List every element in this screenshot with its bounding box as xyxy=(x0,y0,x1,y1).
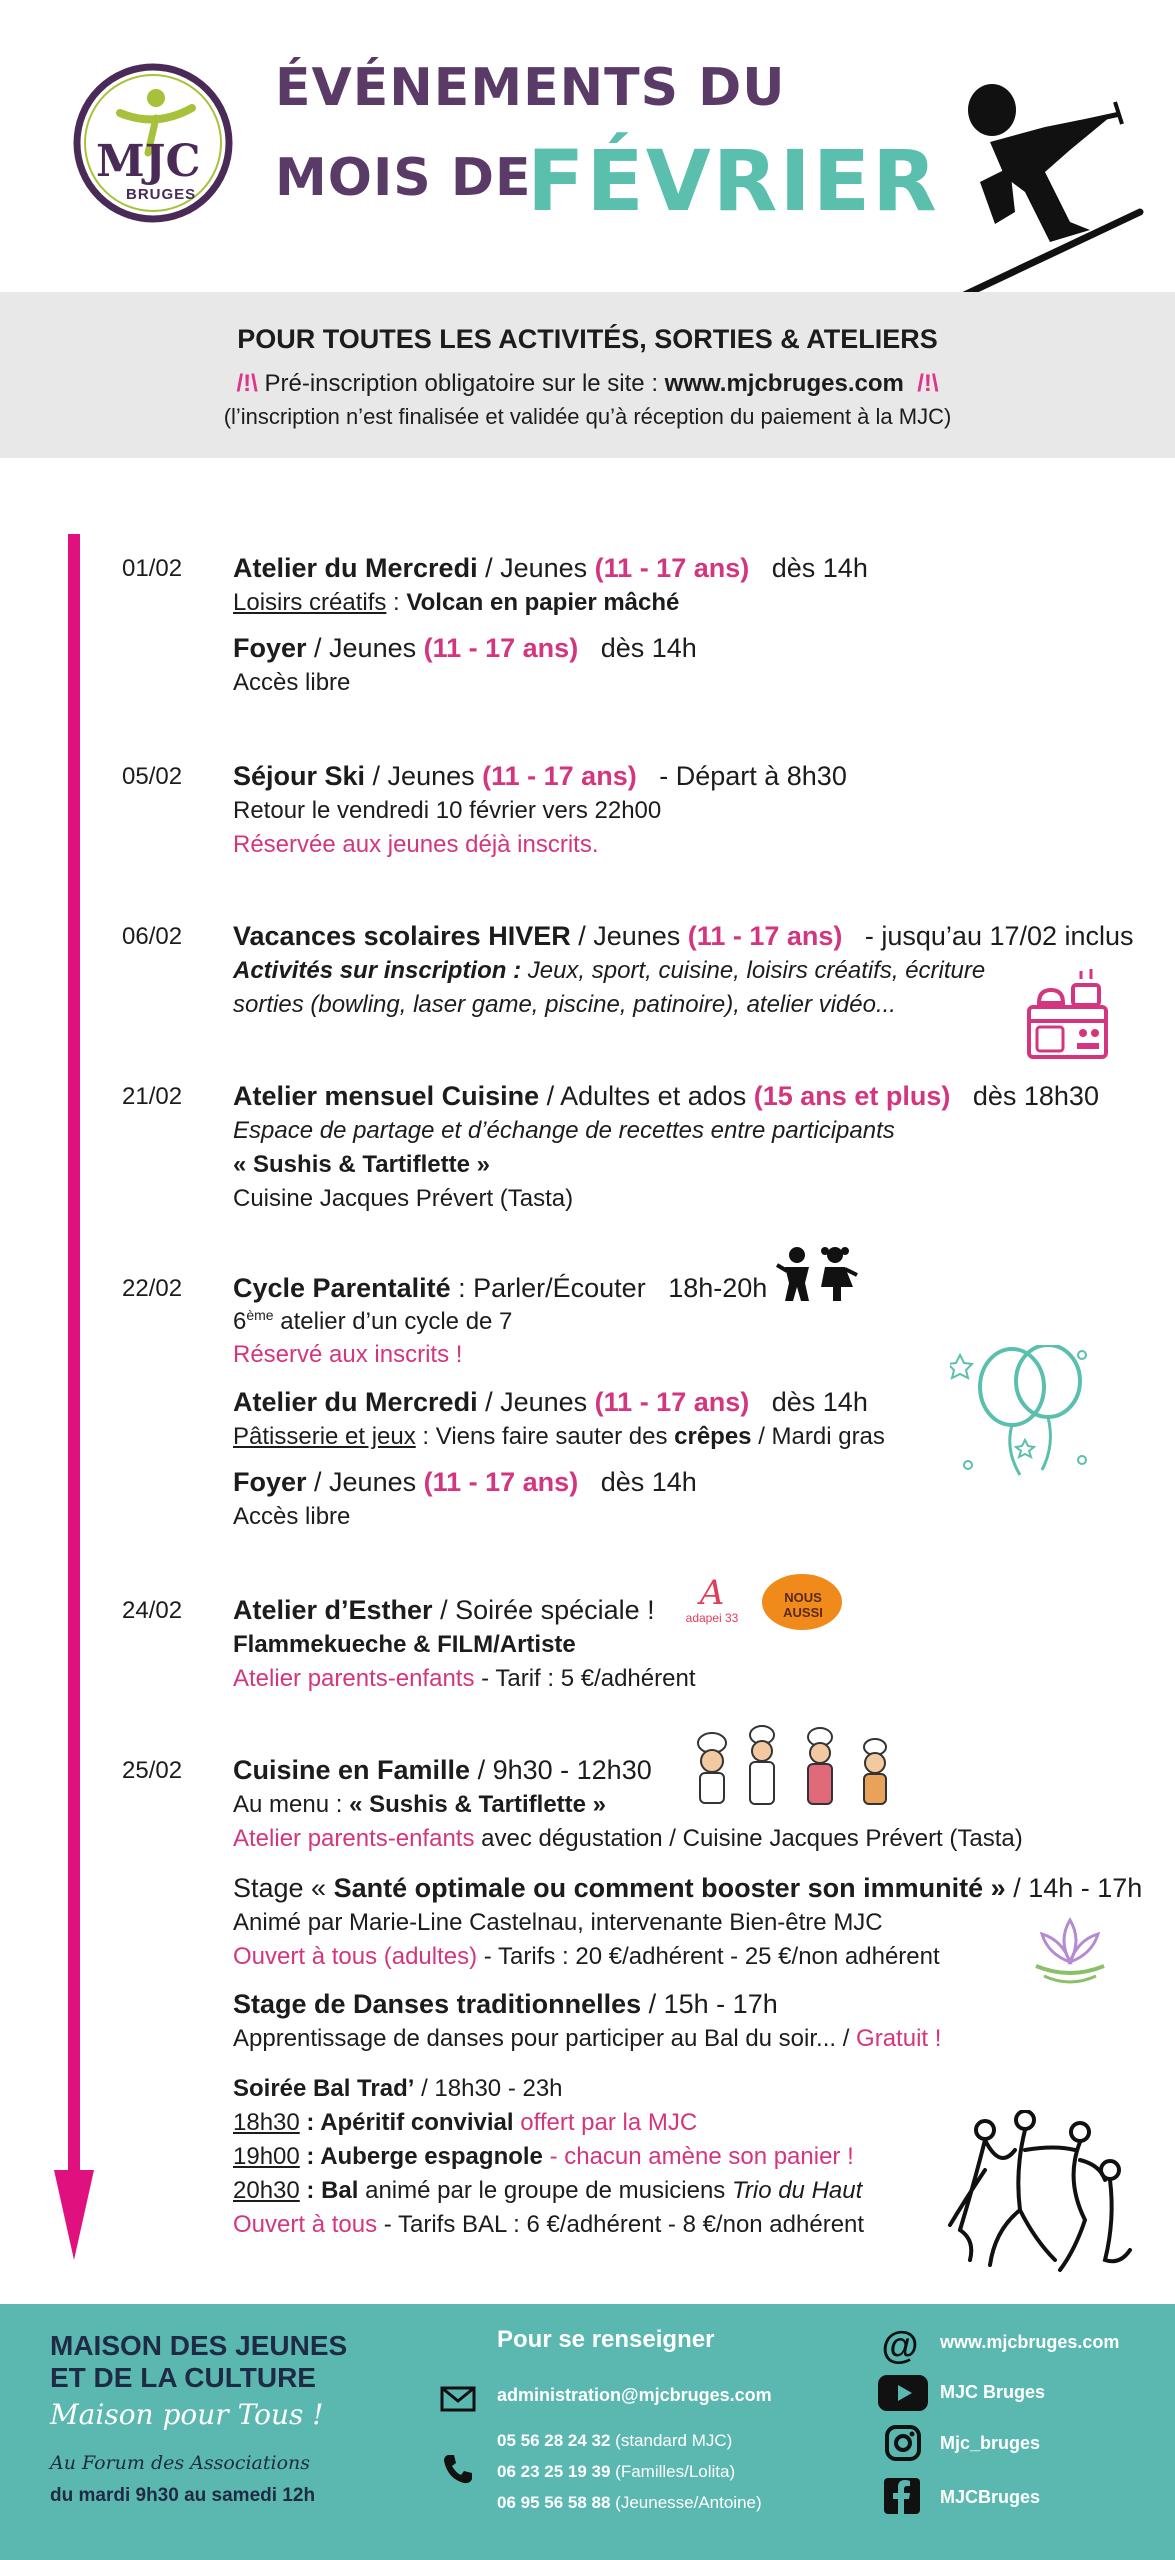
event-detail: Retour le vendredi 10 février vers 22h00 xyxy=(233,797,662,824)
event-separator: : xyxy=(386,589,407,616)
event-detail: Espace de partage et d’échange de recettes entre participants xyxy=(233,1117,895,1144)
event-note: Réservée aux jeunes déjà inscrits. xyxy=(233,831,599,858)
timeline-arrow-icon xyxy=(54,2170,94,2260)
event-title-line xyxy=(233,1873,1142,1904)
page-title-line1: ÉVÉNEMENTS DU xyxy=(275,58,786,118)
event-time: / 9h30 - 12h30 xyxy=(470,1755,652,1785)
event-detail xyxy=(233,1665,695,1693)
event-category: Loisirs créatifs xyxy=(233,589,387,616)
adapei-logo-icon: A xyxy=(699,1573,725,1613)
event-detail-bold: Activités sur inscription : xyxy=(233,957,522,984)
event-menu: « Sushis & Tartiflette » xyxy=(233,1151,490,1178)
event-age: (11 - 17 ans) xyxy=(423,633,579,663)
event-date: 25/02 xyxy=(122,1757,183,1784)
event-price: - Tarif : 5 €/adhérent xyxy=(474,1665,696,1692)
site-link[interactable]: www.mjcbruges.com xyxy=(664,370,904,397)
event-title: Cycle Parentalité xyxy=(233,1273,451,1303)
event-note: - chacun amène son panier ! xyxy=(542,2143,854,2170)
footer-org-line1: MAISON DES JEUNES xyxy=(50,2330,348,2361)
event-title: Atelier du Mercredi xyxy=(233,553,478,583)
event-title: Foyer xyxy=(233,1467,307,1497)
nous-aussi-logo xyxy=(760,1572,845,1632)
logo-subtext: BRUGES xyxy=(126,186,197,203)
event-detail-number: 6 xyxy=(233,1308,247,1335)
event-detail: Accès libre xyxy=(233,669,351,696)
chefs-icon xyxy=(690,1725,900,1815)
at-icon: @ xyxy=(881,2325,919,2367)
event-title: Santé optimale ou comment booster son immunité » xyxy=(333,1873,1006,1903)
footer-forum: Au Forum des Associations xyxy=(50,2452,310,2474)
warning-icon: /!\ xyxy=(917,370,939,397)
instagram-link[interactable]: Mjc_bruges xyxy=(940,2433,1041,2453)
event-detail xyxy=(233,589,679,617)
event-age: (11 - 17 ans) xyxy=(423,1467,579,1497)
event-date: 24/02 xyxy=(122,1597,183,1624)
event-detail: Accès libre xyxy=(233,1503,351,1530)
event-menu: « Sushis & Tartiflette » xyxy=(349,1791,607,1818)
adapei-logo-text: adapei 33 xyxy=(685,1611,739,1625)
event-time: 18h-20h xyxy=(668,1273,768,1303)
event-title: Stage de Danses traditionnelles xyxy=(233,1989,642,2019)
nous-aussi-logo-text: NOUS AUSSI xyxy=(783,1590,823,1620)
event-detail xyxy=(233,2211,864,2239)
event-date: 21/02 xyxy=(122,1083,183,1110)
event-audience: / Jeunes xyxy=(365,761,483,791)
schedule-activity: : Auberge espagnole xyxy=(299,2143,543,2170)
children-icon xyxy=(775,1245,860,1303)
event-title-line xyxy=(233,1595,655,1626)
event-title: Atelier mensuel Cuisine xyxy=(233,1081,540,1111)
page-title-line2: MOIS DE xyxy=(275,148,532,208)
event-title: Vacances scolaires HIVER xyxy=(233,921,571,951)
event-age: (11 - 17 ans) xyxy=(594,553,750,583)
footer-org-line2: ET DE LA CULTURE xyxy=(50,2362,316,2393)
event-note: Atelier parents-enfants xyxy=(233,1825,475,1852)
event-audience: / Jeunes xyxy=(306,633,424,663)
notice-text: Pré-inscription obligatoire sur le site : xyxy=(264,370,658,397)
event-date: 01/02 xyxy=(122,555,183,582)
event-title-line xyxy=(233,2075,563,2103)
skier-illustration xyxy=(950,72,1150,302)
event-audience: / Jeunes xyxy=(570,921,688,951)
event-age: (11 - 17 ans) xyxy=(687,921,843,951)
footer-hours: du mardi 9h30 au samedi 12h xyxy=(50,2485,316,2506)
event-detail-text: animé par le groupe de musiciens xyxy=(358,2177,732,2204)
event-age: (11 - 17 ans) xyxy=(482,761,637,791)
event-location: Cuisine Jacques Prévert (Tasta) xyxy=(233,1185,574,1212)
event-price: - Tarifs : 20 €/adhérent - 25 €/non adhérent xyxy=(477,1943,940,1970)
phone-number: 06 23 25 19 39 xyxy=(497,2462,611,2481)
warning-icon: /!\ xyxy=(236,370,258,397)
event-detail-text: : Viens faire sauter des xyxy=(415,1423,675,1450)
event-time: dès 14h xyxy=(600,1467,697,1497)
event-title: Foyer xyxy=(233,633,307,663)
facebook-link[interactable]: MJCBruges xyxy=(940,2487,1041,2507)
event-detail-text: atelier d’un cycle de 7 xyxy=(273,1308,513,1335)
event-detail xyxy=(233,1825,1023,1853)
event-title: Séjour Ski xyxy=(233,761,366,791)
event-audience: / Adultes et ados xyxy=(539,1081,754,1111)
event-detail-text: Au menu : xyxy=(233,1791,350,1818)
kitchen-icon xyxy=(1025,965,1110,1060)
event-schedule-item xyxy=(233,2143,854,2171)
phone-note: (Jeunesse/Antoine) xyxy=(610,2493,762,2512)
event-note: Réservé aux inscrits ! xyxy=(233,1341,463,1368)
event-title-line xyxy=(233,553,868,584)
page-title-month: FÉVRIER xyxy=(527,132,939,230)
phone-number: 06 95 56 58 88 xyxy=(497,2493,611,2512)
schedule-time: 20h30 xyxy=(233,2177,300,2204)
event-time: / 14h - 17h xyxy=(1005,1873,1143,1903)
event-activity: Volcan en papier mâché xyxy=(406,589,680,616)
event-title-line xyxy=(233,921,1134,952)
event-detail: sorties (bowling, laser game, piscine, patinoire), atelier vidéo... xyxy=(233,991,896,1018)
event-audience: / Jeunes xyxy=(477,1387,595,1417)
skier-icon xyxy=(950,72,1150,302)
event-title-line xyxy=(233,1387,868,1418)
event-detail: Animé par Marie-Line Castelnau, intervenante Bien-être MJC xyxy=(233,1909,883,1936)
event-detail-text: Jeux, sport, cuisine, loisirs créatifs, écriture xyxy=(521,957,986,984)
email-link[interactable]: administration@mjcbruges.com xyxy=(497,2385,772,2405)
event-title-line xyxy=(233,761,847,792)
phone-line[interactable] xyxy=(497,2431,732,2451)
event-detail xyxy=(233,1943,940,1971)
mail-icon xyxy=(440,2386,476,2412)
event-audience: / Jeunes xyxy=(306,1467,424,1497)
schedule-time: 18h30 xyxy=(233,2109,300,2136)
event-time: / 15h - 17h xyxy=(641,1989,778,2019)
event-time: dès 14h xyxy=(771,1387,868,1417)
event-note: Ouvert à tous xyxy=(233,2211,378,2238)
event-title: Cuisine en Famille xyxy=(233,1755,471,1785)
event-time: dès 14h xyxy=(600,633,697,663)
event-time: - jusqu’au 17/02 inclus xyxy=(864,921,1134,951)
event-title-line xyxy=(233,1755,652,1786)
event-detail xyxy=(233,1423,885,1451)
event-time: dès 14h xyxy=(771,553,868,583)
instagram-icon xyxy=(884,2424,922,2462)
event-title-line xyxy=(233,633,697,664)
event-audience: / Jeunes xyxy=(477,553,595,583)
event-subtitle: / Soirée spéciale ! xyxy=(432,1595,655,1625)
footer-org xyxy=(50,2330,347,2394)
event-title: Atelier du Mercredi xyxy=(233,1387,478,1417)
youtube-link[interactable]: MJC Bruges xyxy=(940,2382,1046,2402)
event-detail xyxy=(233,957,985,985)
phone-icon xyxy=(442,2453,474,2485)
event-detail: Flammekueche & FILM/Artiste xyxy=(233,1631,576,1658)
facebook-icon xyxy=(884,2478,920,2514)
event-time: dès 18h30 xyxy=(972,1081,1099,1111)
phone-line[interactable] xyxy=(497,2462,735,2482)
notice-line2: (l’inscription n’est finalisée et validée qu’à réception du paiement à la MJC) xyxy=(223,404,952,429)
schedule-time: 19h00 xyxy=(233,2143,300,2170)
event-title-line xyxy=(233,1467,697,1498)
schedule-activity: : Apéritif convivial xyxy=(299,2109,521,2136)
lotus-icon xyxy=(1030,1910,1110,1990)
adapei-logo xyxy=(677,1575,747,1635)
event-detail-text: avec dégustation / Cuisine Jacques Prévert (Tasta) xyxy=(474,1825,1023,1852)
timeline-bar xyxy=(68,534,80,2214)
event-detail xyxy=(233,2025,941,2053)
event-age: (15 ans et plus) xyxy=(753,1081,951,1111)
event-date: 05/02 xyxy=(122,763,183,790)
phone-note: (Familles/Lolita) xyxy=(610,2462,736,2481)
dancers-illustration xyxy=(945,2110,1135,2275)
event-time: - Départ à 8h30 xyxy=(659,761,847,791)
event-detail-bold: crêpes xyxy=(674,1423,752,1450)
event-detail-suffix: ème xyxy=(246,1307,274,1323)
phone-line[interactable] xyxy=(497,2493,762,2513)
event-category: Pâtisserie et jeux xyxy=(233,1423,416,1450)
youtube-icon xyxy=(878,2375,928,2411)
footer-tagline: Maison pour Tous ! xyxy=(50,2398,324,2431)
schedule-activity: : Bal xyxy=(299,2177,359,2204)
event-title-line xyxy=(233,1081,1099,1112)
notice-line1 xyxy=(0,370,1175,398)
event-detail xyxy=(233,1791,606,1819)
event-note: Gratuit ! xyxy=(856,2025,942,2052)
website-link[interactable]: www.mjcbruges.com xyxy=(940,2332,1120,2352)
event-title: Atelier d’Esther xyxy=(233,1595,433,1625)
phone-number: 05 56 28 24 32 xyxy=(497,2431,611,2450)
event-note: offert par la MJC xyxy=(520,2109,698,2136)
phone-note: (standard MJC) xyxy=(610,2431,733,2450)
notice-heading: POUR TOUTES LES ACTIVITÉS, SORTIES & ATELIERS xyxy=(237,324,938,354)
dancers-icon xyxy=(945,2110,1135,2275)
event-schedule-item xyxy=(233,2109,697,2137)
event-title: Soirée Bal Trad’ xyxy=(233,2075,415,2102)
event-title-line xyxy=(233,1989,778,2020)
event-note: Ouvert à tous (adultes) xyxy=(233,1943,478,1970)
event-title-line xyxy=(233,1273,767,1304)
info-heading: Pour se renseigner xyxy=(497,2326,715,2353)
event-date: 06/02 xyxy=(122,923,183,950)
event-time: / 18h30 - 23h xyxy=(414,2075,563,2102)
event-detail xyxy=(233,1307,512,1336)
event-title-prefix: Stage « xyxy=(233,1873,334,1903)
event-date: 22/02 xyxy=(122,1275,183,1302)
event-schedule-item xyxy=(233,2177,862,2205)
logo-text: MJC xyxy=(96,136,201,187)
event-subtitle: : Parler/Écouter xyxy=(450,1273,646,1303)
mjc-logo xyxy=(68,58,238,228)
event-age: (11 - 17 ans) xyxy=(594,1387,750,1417)
band-name: Trio du Haut xyxy=(731,2177,863,2204)
event-note: Atelier parents-enfants xyxy=(233,1665,475,1692)
event-detail-text: Apprentissage de danses pour participer au Bal du soir... / xyxy=(233,2025,857,2052)
event-detail-end: / Mardi gras xyxy=(751,1423,885,1450)
event-price: - Tarifs BAL : 6 €/adhérent - 8 €/non adhérent xyxy=(377,2211,865,2238)
chefs-illustration xyxy=(690,1725,900,1815)
balloons-icon xyxy=(950,1345,1095,1495)
